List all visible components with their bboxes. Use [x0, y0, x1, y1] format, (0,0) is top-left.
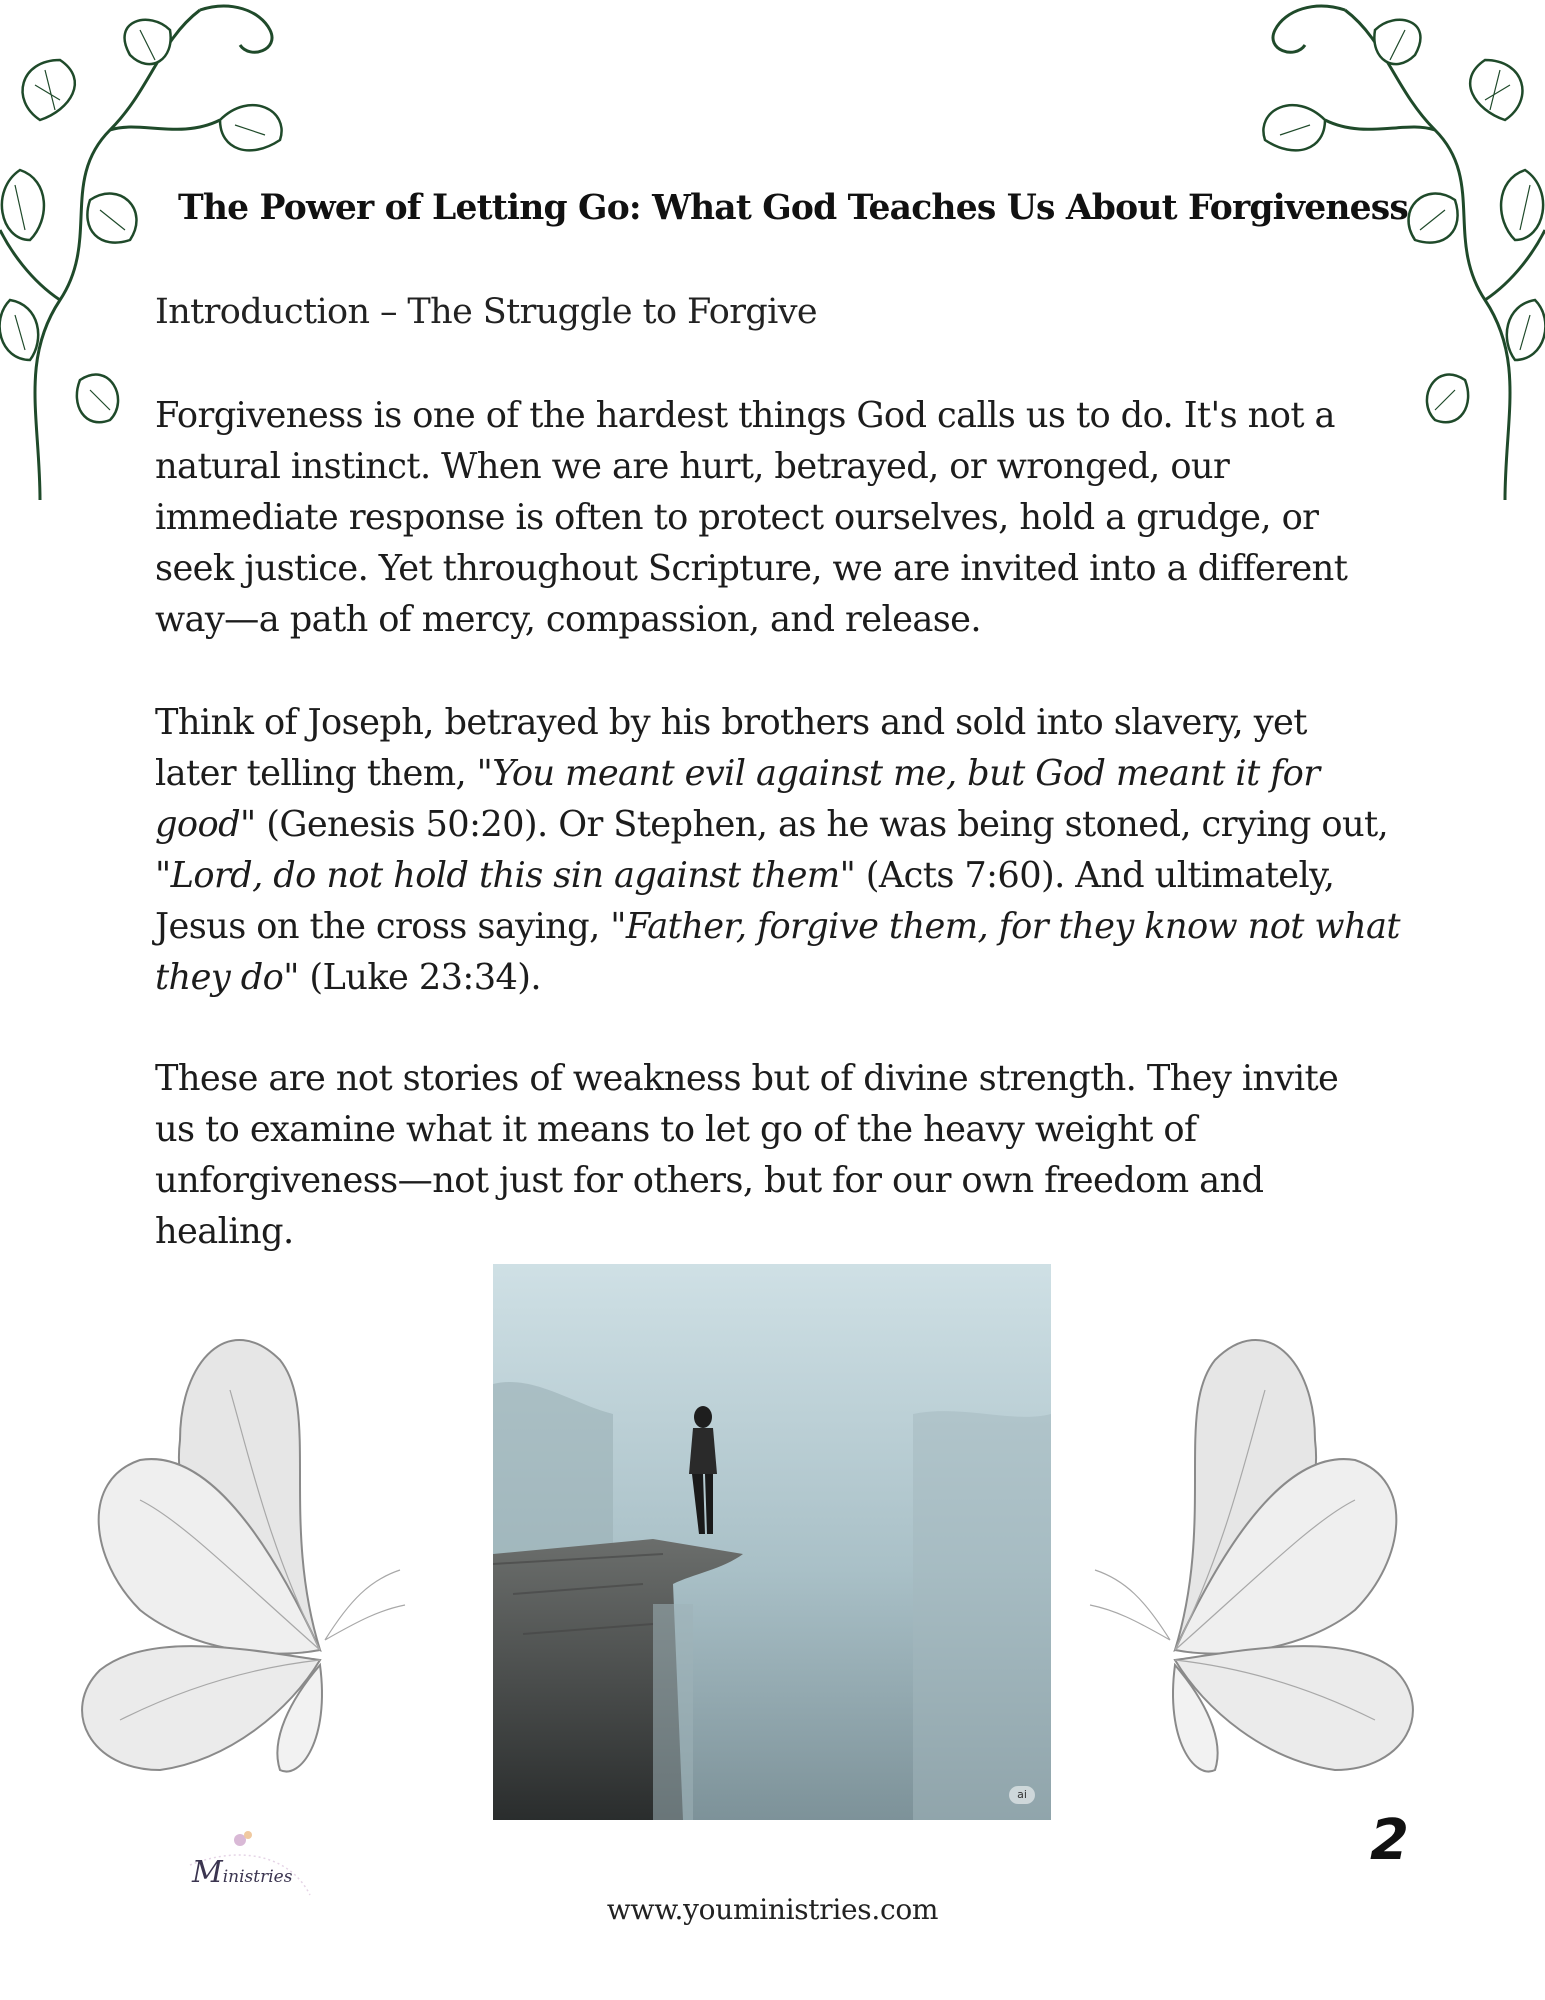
- scripture-quote: You meant evil against me, but God meant it for: [492, 753, 1320, 794]
- paragraph-line: Forgiveness is one of the hardest things God calls us to do. It's not a: [155, 395, 1335, 436]
- paragraph-line: they do" (Luke 23:34).: [155, 957, 541, 998]
- paragraph-3: [155, 1053, 1395, 1257]
- paragraph-line: immediate response is often to protect ourselves, hold a grudge, or: [155, 497, 1319, 538]
- paragraph-2: [155, 697, 1400, 1003]
- paragraph-line: unforgiveness—not just for others, but for our own freedom and: [155, 1160, 1264, 1201]
- paragraph-line: seek justice. Yet throughout Scripture, we are invited into a different: [155, 548, 1348, 589]
- scripture-quote: Father, forgive them, for they know not what: [625, 906, 1400, 947]
- section-heading: Introduction – The Struggle to Forgive: [155, 292, 818, 332]
- paragraph-line: later telling them, "You meant evil against me, but God meant it for: [155, 753, 1320, 794]
- paragraph-line: These are not stories of weakness but of divine strength. They invite: [155, 1058, 1339, 1099]
- document-title: The Power of Letting Go: What God Teaches Us About Forgiveness: [178, 188, 1409, 228]
- page-number: 2: [1370, 1808, 1409, 1873]
- cliff-photo: [493, 1264, 1051, 1820]
- paragraph-line: us to examine what it means to let go of the heavy weight of: [155, 1109, 1197, 1150]
- paragraph-line: Jesus on the cross saying, "Father, forgive them, for they know not what: [155, 906, 1400, 947]
- scripture-quote: Lord, do not hold this sin against them: [170, 855, 840, 896]
- ai-badge: ai: [1009, 1786, 1035, 1804]
- paragraph-line: natural instinct. When we are hurt, betrayed, or wronged, our: [155, 446, 1230, 487]
- scripture-quote: good: [155, 804, 241, 845]
- paragraph-line: good" (Genesis 50:20). Or Stephen, as he was being stoned, crying out,: [155, 804, 1389, 845]
- paragraph-line: healing.: [155, 1211, 294, 1252]
- paragraph-line: way—a path of mercy, compassion, and release.: [155, 599, 981, 640]
- website-url[interactable]: www.youministries.com: [606, 1893, 939, 1926]
- ministries-logo: Ministries: [180, 1815, 320, 1925]
- paragraph-line: "Lord, do not hold this sin against them" (Acts 7:60). And ultimately,: [155, 855, 1335, 896]
- butterfly-illustration-right: [1085, 1320, 1465, 1780]
- paragraph-1: [155, 390, 1395, 645]
- paragraph-line: Think of Joseph, betrayed by his brothers and sold into slavery, yet: [155, 702, 1307, 743]
- butterfly-illustration-left: [30, 1320, 410, 1780]
- scripture-quote: they do: [155, 957, 284, 998]
